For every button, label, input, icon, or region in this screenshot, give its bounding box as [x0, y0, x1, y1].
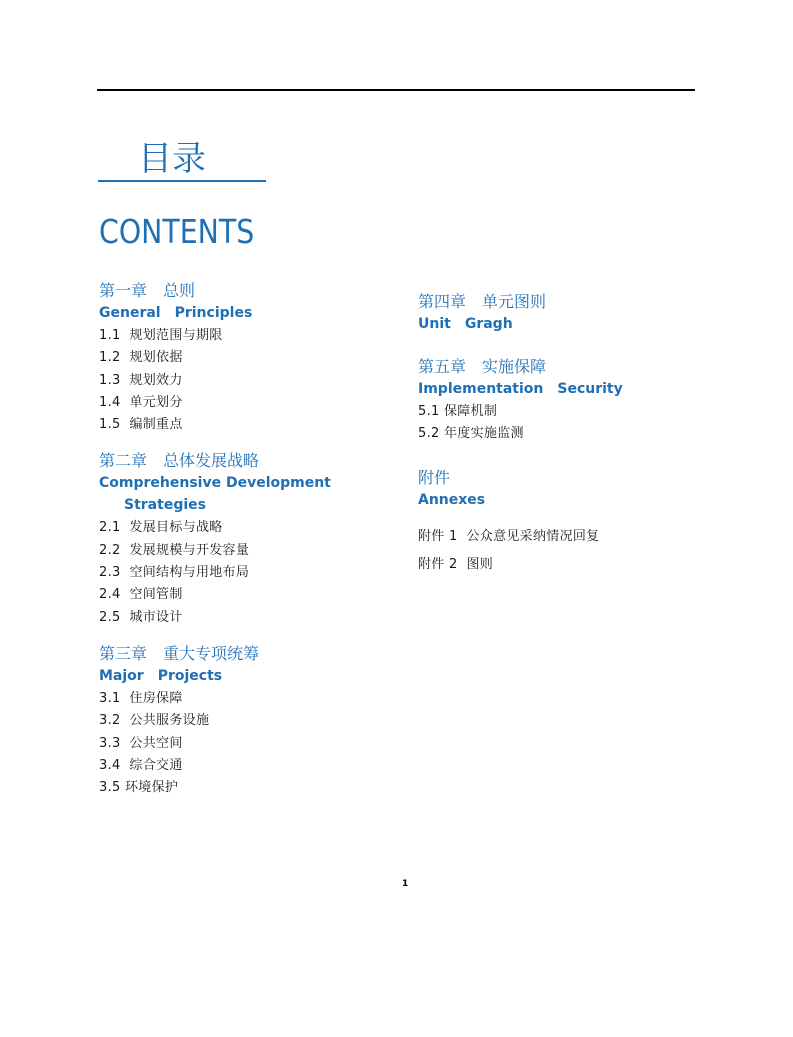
toc-entry[interactable]: 2.1 发展目标与战略 [99, 520, 223, 536]
annex-title-zh[interactable]: 附件 [418, 467, 451, 487]
chapter-5-title-en[interactable]: Implementation Security [418, 381, 623, 397]
chapter-4 [418, 291, 718, 335]
chapter-5-items [418, 401, 718, 446]
header-rule [97, 89, 695, 91]
toc-entry[interactable]: 3.1 住房保障 [99, 690, 183, 706]
toc-right-column [418, 291, 718, 579]
toc-entry[interactable]: 1.5 编制重点 [99, 417, 183, 433]
chapter-1-items [99, 325, 389, 436]
toc-entry[interactable]: 附件 1 公众意见采纳情况回复 [418, 528, 600, 544]
annex-section [418, 467, 718, 579]
annex-title-en[interactable]: Annexes [418, 491, 486, 508]
chapter-2 [99, 450, 389, 628]
chapter-4-title-en[interactable]: Unit Gragh [418, 316, 513, 332]
toc-entry[interactable]: 2.4 空间管制 [99, 587, 183, 603]
toc-entry[interactable]: 3.4 综合交通 [99, 757, 183, 773]
chapter-2-items [99, 517, 389, 628]
chapter-1-title-en[interactable]: General Principles [99, 305, 253, 321]
toc-entry[interactable]: 1.4 单元划分 [99, 394, 183, 410]
toc-left-column [99, 280, 389, 799]
toc-entry[interactable]: 5.2 年度实施监测 [418, 426, 524, 442]
contents-heading: CONTENTS [99, 212, 255, 251]
chapter-2-title-en-line1[interactable]: Comprehensive Development [99, 475, 331, 492]
toc-entry[interactable]: 3.2 公共服务设施 [99, 713, 210, 729]
toc-entry[interactable]: 1.2 规划依据 [99, 350, 183, 366]
chapter-3-title-zh[interactable]: 第三章 重大专项统筹 [99, 643, 260, 663]
chapter-2-title-zh[interactable]: 第二章 总体发展战略 [99, 451, 260, 471]
page-number: 1 [402, 879, 409, 889]
toc-entry[interactable]: 2.3 空间结构与用地布局 [99, 565, 250, 581]
chapter-5 [418, 356, 718, 446]
chapter-4-title-zh[interactable]: 第四章 单元图则 [418, 292, 547, 311]
toc-entry[interactable]: 5.1 保障机制 [418, 404, 498, 419]
chapter-3-items [99, 688, 389, 799]
toc-entry[interactable]: 1.1 规划范围与期限 [99, 328, 223, 343]
annex-items [418, 523, 718, 579]
chapter-3 [99, 643, 389, 799]
toc-title: 目录 [98, 140, 266, 182]
chapter-1 [99, 280, 389, 436]
chapter-3-title-en[interactable]: Major Projects [99, 667, 223, 684]
chapter-5-title-zh[interactable]: 第五章 实施保障 [418, 357, 547, 376]
chapter-2-title-en-line2[interactable]: Strategies [124, 497, 206, 514]
toc-entry[interactable]: 1.3 规划效力 [99, 372, 183, 388]
toc-entry[interactable]: 3.3 公共空间 [99, 735, 183, 751]
toc-entry[interactable]: 2.2 发展规模与开发容量 [99, 542, 250, 558]
chapter-1-title-zh[interactable]: 第一章 总则 [99, 281, 196, 300]
toc-entry[interactable]: 3.5 环境保护 [99, 780, 179, 796]
toc-entry[interactable]: 附件 2 图则 [418, 556, 494, 572]
toc-entry[interactable]: 2.5 城市设计 [99, 609, 183, 625]
